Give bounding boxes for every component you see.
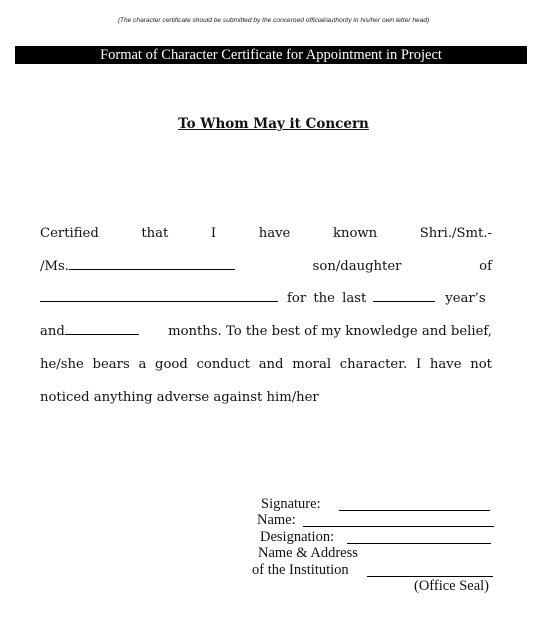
years-label: year’s [445, 291, 486, 306]
office-seal-row [414, 578, 489, 595]
body-line-4 [40, 324, 492, 339]
word: have [258, 226, 291, 241]
word: have [429, 357, 462, 372]
designation-label: Designation: [260, 529, 335, 545]
name-address-label: Name & Address [258, 545, 358, 561]
word: I [415, 357, 422, 372]
of-label: of [479, 259, 492, 274]
page-heading: To Whom May it Concern [178, 116, 369, 132]
word: that [141, 226, 169, 241]
body-line-3 [40, 291, 492, 306]
banner-title: Format of Character Certificate for Appointment in Project [15, 46, 527, 64]
word: Certified [40, 226, 99, 241]
ms-field [40, 259, 235, 274]
parent-name-blank [40, 300, 278, 302]
designation-blank [347, 543, 491, 544]
institution-row [252, 562, 349, 579]
relation-label: son/daughter [312, 259, 402, 274]
institution-blank [367, 576, 493, 577]
name-blank [303, 526, 494, 527]
signature-row [261, 496, 321, 513]
ms-label: /Ms. [40, 259, 69, 274]
word: not [470, 357, 492, 372]
body-line-2 [40, 259, 492, 274]
signature-label: Signature: [261, 496, 321, 512]
word: bears [92, 357, 130, 372]
knowledge-text: months. To the best of my knowledge and belief, [168, 324, 492, 339]
body-line-6 [40, 390, 492, 405]
signature-blank [339, 510, 490, 511]
word: moral [292, 357, 332, 372]
months-blank [65, 333, 139, 335]
office-seal-label: (Office Seal) [414, 578, 490, 594]
months-field [40, 324, 139, 339]
header-note: (The character certificate should be submitted by the concerned official/authority in his/her own letter head) [117, 17, 430, 24]
word: known [332, 226, 378, 241]
and-label: and [40, 324, 65, 339]
word: character. [339, 357, 408, 372]
name-label: Name: [257, 512, 296, 528]
person-name-blank [69, 268, 235, 270]
body-line-1 [40, 226, 492, 241]
adverse-text: noticed anything adverse against him/her [40, 390, 319, 405]
word: conduct [196, 357, 250, 372]
body-line-5 [40, 357, 492, 372]
for-the-last-label: for the last [287, 291, 367, 306]
name-row [257, 512, 296, 529]
word: good [155, 357, 188, 372]
institution-label: of the Institution [252, 562, 349, 578]
word: Shri./Smt.- [419, 226, 492, 241]
name-address-row [258, 545, 358, 562]
word: I [210, 226, 217, 241]
word: and [258, 357, 284, 372]
designation-row [260, 529, 334, 546]
years-blank [373, 300, 435, 302]
word: he/she [40, 357, 84, 372]
word: a [138, 357, 147, 372]
